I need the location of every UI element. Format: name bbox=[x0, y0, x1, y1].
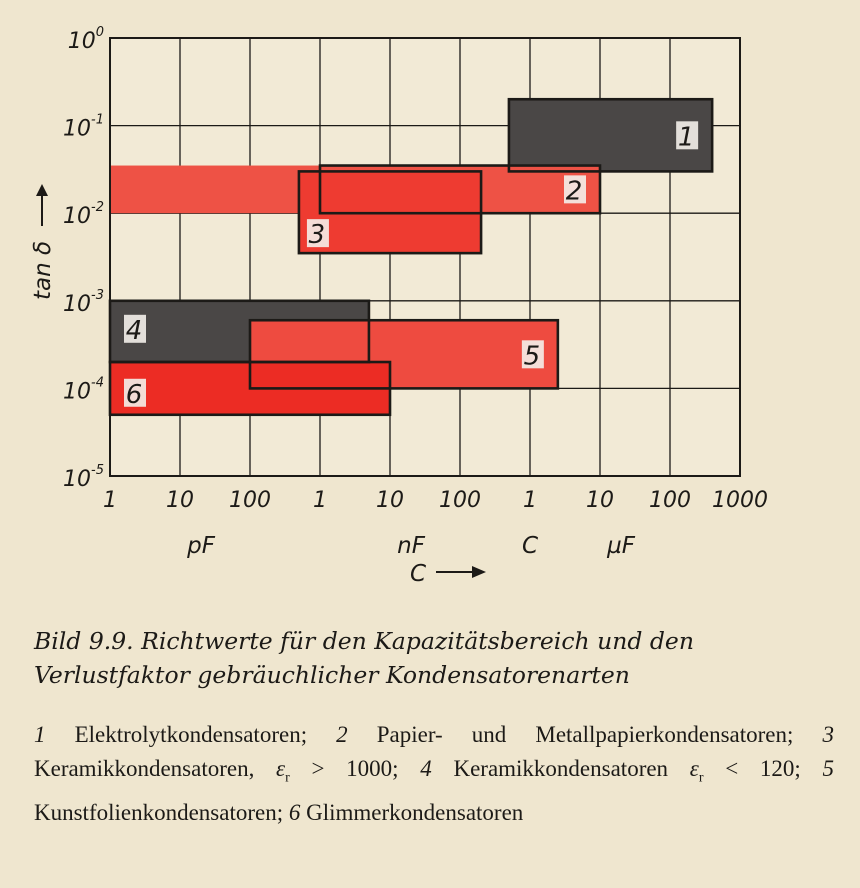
x-tick-label: 1000 bbox=[712, 488, 768, 513]
legend-text-3: Keramikkondensatoren, bbox=[34, 756, 277, 781]
x-unit-label: pF bbox=[187, 533, 215, 559]
legend-number-3: 3 bbox=[822, 722, 834, 747]
legend-text-3b: > 1000; bbox=[289, 756, 421, 781]
y-axis-label-group bbox=[30, 184, 56, 300]
figure-legend bbox=[34, 718, 834, 830]
x-tick-label: 1 bbox=[103, 488, 117, 513]
box-label-1: 1 bbox=[677, 122, 695, 153]
box-label-5: 5 bbox=[523, 341, 541, 372]
y-tick-label: $10^{-5}$ bbox=[63, 463, 104, 492]
x-tick-label: 10 bbox=[376, 488, 404, 513]
y-axis-label: tan δ bbox=[30, 240, 56, 300]
y-tick-label: $10^{-2}$ bbox=[63, 200, 104, 230]
legend-number-6: 6 bbox=[288, 799, 301, 825]
legend-epsilon-4: ε bbox=[689, 756, 699, 781]
x-tick-labels bbox=[103, 488, 768, 513]
x-tick-label: 100 bbox=[649, 488, 691, 513]
legend-number-4: 4 bbox=[420, 756, 432, 781]
y-tick-labels bbox=[63, 25, 104, 492]
legend-text-6: Glimmerkondensatoren bbox=[300, 799, 524, 825]
legend-epsilon-3: ε bbox=[276, 756, 286, 781]
x-tick-label: 10 bbox=[166, 488, 194, 513]
box-label-2: 2 bbox=[565, 176, 583, 207]
y-tick-label: $10^{-1}$ bbox=[63, 112, 104, 142]
legend-number-1: 1 bbox=[34, 722, 46, 747]
legend-text-4: Keramikkondensatoren bbox=[431, 756, 690, 781]
box-label-3: 3 bbox=[308, 220, 326, 251]
y-axis-arrow-head bbox=[36, 184, 48, 196]
box-label-4: 4 bbox=[125, 315, 143, 346]
caption-line-2: Verlustfaktor gebräuchlicher Kondensatorenarten bbox=[34, 661, 630, 689]
x-tick-label: 100 bbox=[439, 488, 481, 513]
legend-number-2: 2 bbox=[336, 722, 348, 747]
y-tick-label: $10^{-4}$ bbox=[63, 375, 104, 405]
figure-caption bbox=[34, 624, 834, 692]
x-tick-label: 10 bbox=[586, 488, 614, 513]
legend-sub-r-4: r bbox=[698, 770, 704, 786]
legend-sub-r-3: r bbox=[285, 770, 290, 786]
x-unit-label: C bbox=[521, 533, 539, 559]
y-tick-label: $10^{-3}$ bbox=[63, 287, 104, 317]
x-unit-label: µF bbox=[607, 533, 636, 559]
y-tick-label: $10^0$ bbox=[67, 25, 104, 54]
caption-line-1: Bild 9.9. Richtwerte für den Kapazitätsbereich und den bbox=[34, 627, 694, 655]
legend-text-5: Kunstfolienkondensatoren; bbox=[34, 799, 289, 825]
x-tick-label: 1 bbox=[313, 488, 327, 513]
x-axis-label: C bbox=[410, 561, 427, 587]
legend-text-1: Elektrolytkondensatoren; bbox=[45, 722, 337, 747]
legend-number-5: 5 bbox=[822, 756, 834, 781]
x-tick-label: 1 bbox=[523, 488, 537, 513]
legend-text-4b: < 120; bbox=[703, 756, 823, 781]
x-unit-labels bbox=[186, 533, 636, 559]
legend-text-2: Papier- und Metallpapierkondensatoren; bbox=[347, 722, 823, 747]
x-unit-label: nF bbox=[397, 533, 425, 559]
x-tick-label: 100 bbox=[229, 488, 271, 513]
x-axis-arrow-head bbox=[472, 566, 486, 578]
box-label-6: 6 bbox=[125, 379, 143, 410]
